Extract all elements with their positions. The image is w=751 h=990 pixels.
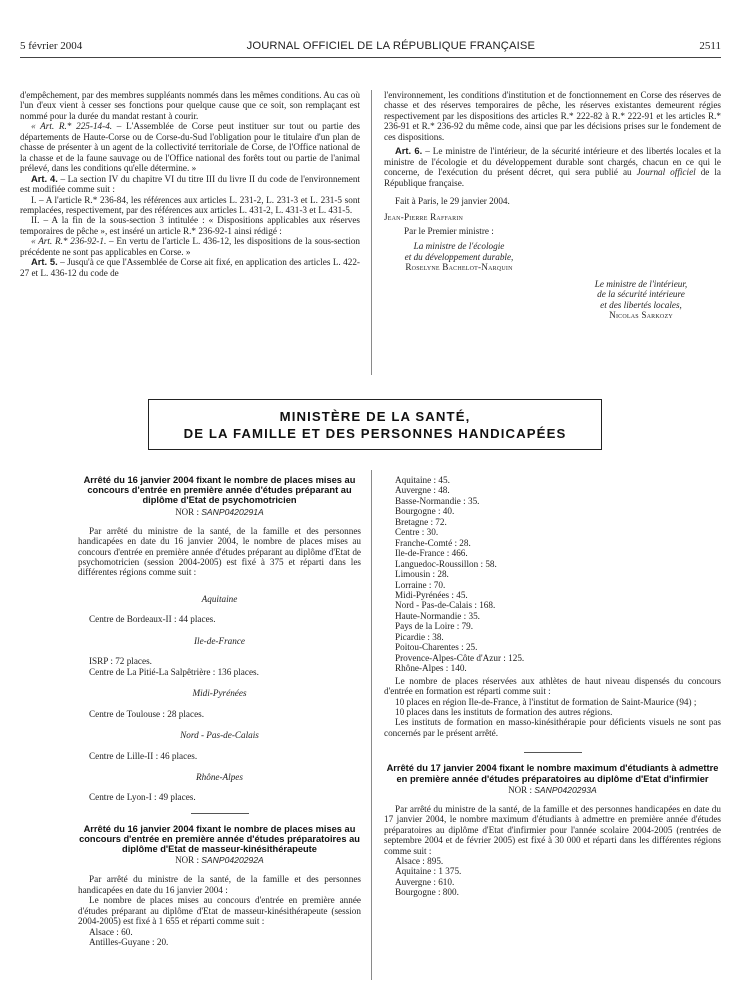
header-rule <box>20 57 721 58</box>
region-heading: Rhône-Alpes <box>196 771 243 782</box>
arrete-2-title: Arrêté du 16 janvier 2004 fixant le nombre de places mises au concours d'entrée en première année d'études préparatoires au diplôme d'Etat de masseur-kinésithérapeute <box>79 823 360 855</box>
athletes-line: 10 places dans les instituts de formation des autres régions. <box>395 706 613 717</box>
arrete-2-nor: NOR : SANP0420292A <box>175 855 264 866</box>
list-item: Lorraine : 70. <box>395 579 446 590</box>
region-line: ISRP : 72 places. <box>89 656 152 667</box>
top-left-column <box>20 90 360 278</box>
region-line: Centre de Lyon-I : 49 places. <box>89 792 196 803</box>
list-item: Haute-Normandie : 35. <box>395 610 480 621</box>
region-line: Centre de Toulouse : 28 places. <box>89 708 205 719</box>
arrete-2-region-list <box>384 475 721 674</box>
list-item: Poitou-Charentes : 25. <box>395 642 478 653</box>
list-item: Provence-Alpes-Côte d'Azur : 125. <box>395 652 525 663</box>
arrete-1-body: Par arrêté du ministre de la santé, de la famille et des personnes handicapées en date du 16 janvier 2004, le nombre de places mises au concours d'entrée en première année d'études préparant au diplôme d'Etat de psychomotricien (session 2004-2005) est fixé à 375 et réparti dans les différentes régions comme suit : <box>78 525 361 578</box>
article-4-ii: II. – A la fin de la sous-section 3 intitulée : « Dispositions applicables aux réserves temporaires de pêche », est inséré un article R.* 236-92-1 ainsi rédigé : <box>20 215 360 236</box>
region-heading: Aquitaine <box>201 593 238 604</box>
region-heading: Ile-de-France <box>193 635 245 646</box>
signature-interieur: Le ministre de l'intérieur, de la sécurité intérieure et des libertés locales, Nicolas Sarkozy <box>594 278 688 321</box>
fait-a-paris: Fait à Paris, le 29 janvier 2004. <box>395 196 510 207</box>
arrete-2-body: Par arrêté du ministre de la santé, de la famille et des personnes handicapées en date du 16 janvier 2004 : <box>78 874 361 895</box>
article-r225: « Art. R.* 225-14-4. – L'Assemblée de Corse peut instituer sur tout ou partie des départements de Haute-Corse ou de Corse-du-Sud l'obligation pour le titulaire d'un plan de chasse de présenter à un agent de la collectivité territoriale de Corse, de l'Office national de la chasse et de la faune sauvage ou de l'Office national des forêts tout ou partie de l'animal prélevé, dans les conditions qu'elle détermine. » <box>20 121 361 174</box>
athletes-paragraph: Le nombre de places réservées aux athlètes de haut niveau dispensés du concours d'entrée en formation est réparti comme suit : <box>384 675 721 697</box>
list-item: Ile-de-France : 466. <box>395 548 468 559</box>
region-line: Centre de Lille-II : 46 places. <box>89 750 198 761</box>
list-item: Nord - Pas-de-Calais : 168. <box>395 600 496 611</box>
region-heading: Nord - Pas-de-Calais <box>180 730 259 741</box>
list-item: Aquitaine : 45. <box>395 475 450 485</box>
article-4: Art. 4. – La section IV du chapitre VI du titre III du livre II du code de l'environnement est modifiée comme suit : <box>20 172 360 195</box>
column-divider <box>371 90 372 375</box>
list-item: Bretagne : 72. <box>395 516 447 527</box>
list-item: Centre : 30. <box>395 527 439 538</box>
paragraph: l'environnement, les conditions d'institution et de fonctionnement en Corse des réserves de chasse et des réserves temporaires de pêche, les réserves existantes demeurent régies respectivement par les dispositions des articles R.* 222-82 à R.* 222-91 et les articles R.* 236-91 et R.* 236-92 du même code, ainsi que par les décisions prises sur le fondement de ces dispositions. <box>384 90 721 142</box>
bottom-left-column <box>78 475 361 948</box>
list-item: Pays de la Loire : 79. <box>395 621 474 632</box>
list-item: Antilles-Guyane : 20. <box>89 937 169 948</box>
arrete-3-region-list <box>384 856 721 898</box>
arrete-3-nor: NOR : SANP0420293A <box>508 784 597 795</box>
list-item: Franche-Comté : 28. <box>395 537 471 548</box>
athletes-line: 10 places en région Ile-de-France, à l'institut de formation de Saint-Maurice (94) ; <box>395 696 697 707</box>
article-r236: « Art. R.* 236-92-1. – En vertu de l'article L. 436-12, les dispositions de la sous-section précédente ne sont pas applicables en Corse. » <box>20 236 361 257</box>
article-4-i: I. – A l'article R.* 236-84, les références aux articles L. 231-2, L. 231-3 et L. 231-5 sont remplacées, respectivement, par des références aux articles L. 431-2, L. 431-3 et L. 431-5. <box>20 194 360 215</box>
instituts-paragraph: Les instituts de formation en masso-kinésithérapie pour déficients visuels ne sont pas concernés par le présent arrêté. <box>384 717 721 738</box>
list-item: Basse-Normandie : 35. <box>395 495 480 506</box>
region-heading: Midi-Pyrénées <box>192 688 247 699</box>
list-item: Bourgogne : 800. <box>395 887 459 898</box>
separator <box>524 752 582 753</box>
page-number: 2511 <box>699 40 721 52</box>
article-6: Art. 6. – Le ministre de l'intérieur, de la sécurité intérieure et des libertés locales et la ministre de l'écologie et du développement durable sont chargés, chacun en ce qui le concerne, de l'exécution du présent décret, qui sera publié au Journal officiel de la République française. <box>384 145 721 188</box>
arrete-1-title: Arrêté du 16 janvier 2004 fixant le nombre de places mises au concours d'entrée en première année d'études préparant au diplôme d'Etat de psychomotricien <box>83 475 356 506</box>
list-item: Alsace : 895. <box>395 856 444 866</box>
arrete-3-title: Arrêté du 17 janvier 2004 fixant le nombre maximum d'étudiants à admettre en première année d'études préparatoires au diplôme d'Etat d'infirmier <box>386 763 719 784</box>
paragraph: d'empêchement, par des membres suppléants nommés dans les mêmes conditions. Au cas où l'un d'eux vient à cesser ses fonctions pour quelque cause que ce soit, son remplaçant est nommé pour la durée du mandat restant à courir. <box>20 90 360 121</box>
region-line: Centre de Bordeaux-II : 44 places. <box>89 614 216 625</box>
list-item: Limousin : 28. <box>395 569 449 580</box>
list-item: Languedoc-Roussillon : 58. <box>395 558 497 569</box>
ministry-heading: MINISTÈRE DE LA SANTÉ, DE LA FAMILLE ET DES PERSONNES HANDICAPÉES <box>148 399 602 450</box>
top-right-column <box>384 90 721 321</box>
bottom-right-column <box>384 475 721 898</box>
article-5: Art. 5. – Jusqu'à ce que l'Assemblée de Corse ait fixé, en application des articles L. 422-27 et L. 436-12 du code de <box>20 256 360 278</box>
header-date: 5 février 2004 <box>20 40 83 52</box>
signature-ecologie: La ministre de l'écologie et du développement durable, Roselyne Bachelot-Narquin <box>404 241 514 273</box>
separator <box>191 813 249 814</box>
arrete-2-body: Le nombre de places mises au concours d'entrée en première année d'études préparant au diplôme d'Etat de masseur-kinésithérapeute (session 2004-2005) est fixé à 1 655 et réparti comme suit : <box>78 895 361 927</box>
list-item: Picardie : 38. <box>395 631 444 642</box>
arrete-3-body: Par arrêté du ministre de la santé, de la famille et des personnes handicapées en date du 17 janvier 2004, le nombre maximum d'étudiants à admettre en première année d'études préparatoires au diplôme d'Etat d'infirmier pour l'année scolaire 2004-2005 (rentrées de septembre 2004 et de février 2005) est fixé à 30 000 et réparti dans les différentes régions comme suit : <box>384 803 721 856</box>
signature-pm: Jean-Pierre Raffarin <box>384 211 464 222</box>
list-item: Midi-Pyrénées : 45. <box>395 589 468 600</box>
column-divider <box>371 470 372 980</box>
page-header <box>20 40 721 56</box>
region-line: Centre de La Pitié-La Salpêtrière : 136 places. <box>89 666 259 677</box>
list-item: Auvergne : 610. <box>395 876 455 887</box>
arrete-1-nor: NOR : SANP0420291A <box>175 506 264 517</box>
list-item: Aquitaine : 1 375. <box>395 866 462 877</box>
journal-title: JOURNAL OFFICIEL DE LA RÉPUBLIQUE FRANÇAISE <box>246 40 536 52</box>
list-item: Rhône-Alpes : 140. <box>395 663 467 674</box>
list-item: Alsace : 60. <box>89 926 133 937</box>
list-item: Bourgogne : 40. <box>395 506 455 517</box>
par-premier-ministre: Par le Premier ministre : <box>404 225 494 236</box>
list-item: Auvergne : 48. <box>395 485 450 496</box>
